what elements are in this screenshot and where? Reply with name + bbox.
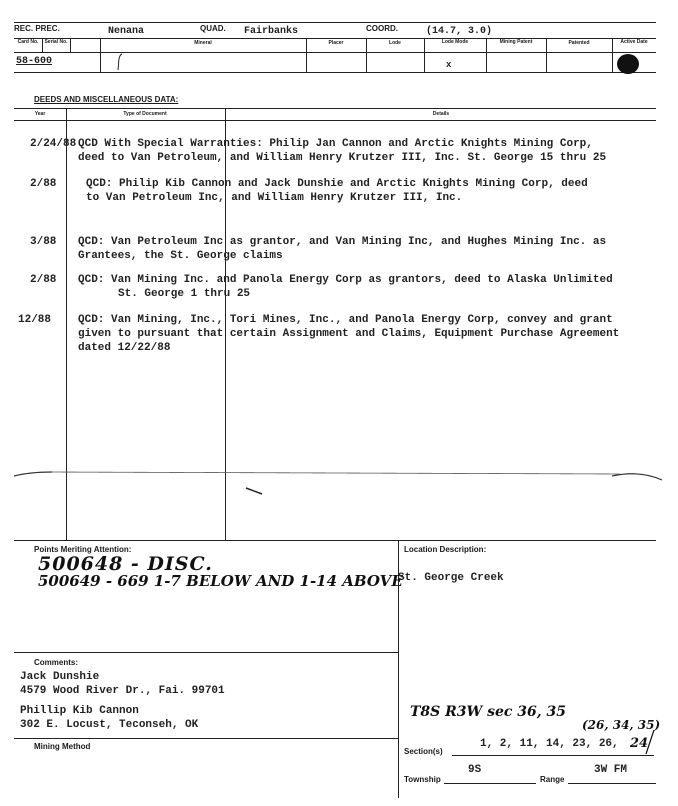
sections-bracket-mark [640, 728, 660, 758]
top-border [14, 22, 656, 23]
township-underline [444, 783, 536, 784]
entry-line: to Van Petroleum Inc, and William Henry Krutzer III, Inc. [86, 192, 463, 204]
comment-line: 4579 Wood River Dr., Fai. 99701 [20, 685, 225, 697]
comment-line: Jack Dunshie [20, 671, 100, 683]
stray-pen-marks [0, 460, 678, 500]
header-border [14, 38, 656, 39]
col-mineral: Mineral [194, 40, 212, 46]
comment-line: 302 E. Locust, Teconseh, OK [20, 719, 199, 731]
entry-year: 3/88 [30, 236, 57, 248]
township-value: 9S [468, 764, 482, 776]
mineral-pen-mark [110, 52, 130, 72]
deeds-header-border [14, 120, 656, 121]
deeds-col-type: Type of Document [123, 111, 167, 117]
points-handwriting-1: 500648 - DISC. [38, 553, 213, 575]
col-divider-2 [70, 38, 71, 52]
coord-value: (14.7, 3.0) [426, 26, 493, 37]
entry-line: QCD: Van Mining Inc. and Panola Energy Corp as grantors, deed to Alaska Unlimited [78, 274, 613, 286]
entry-line: deed to Van Petroleum, and William Henry Krutzer III, Inc. St. George 15 thru 25 [78, 152, 607, 164]
bottom-section-border [14, 540, 656, 541]
comments-border [14, 652, 398, 653]
entry-line: QCD: Philip Kib Cannon and Jack Dunshie and Arctic Knights Mining Corp, deed [86, 178, 588, 190]
col-patented: Patented [568, 40, 590, 46]
comment-line: Phillip Kib Cannon [20, 705, 139, 717]
entry-line: St. George 1 thru 25 [118, 288, 251, 300]
lode-mode-mark: x [446, 60, 452, 70]
entry-year: 2/88 [30, 178, 57, 190]
entry-line: dated 12/22/88 [78, 342, 171, 354]
entry-line: QCD With Special Warranties: Philip Jan Cannon and Arctic Knights Mining Corp, [78, 138, 593, 150]
sections-handwriting-end: 24 [630, 736, 649, 751]
mining-method-label: Mining Method [34, 742, 91, 751]
location-label: Location Description: [404, 545, 487, 554]
col-serial-no: Serial No. [44, 39, 68, 45]
range-underline [568, 783, 656, 784]
row-bottom-border [14, 72, 656, 73]
points-handwriting-2: 500649 - 669 1-7 BELOW AND 1-14 ABOVE [38, 572, 403, 590]
points-label: Points Meriting Attention: [34, 545, 132, 554]
quad-label: QUAD. [200, 24, 226, 33]
col-lode: Lode [389, 40, 401, 46]
coord-label: COORD. [366, 24, 398, 33]
sections-value: 1, 2, 11, 14, 23, 26, [480, 738, 619, 750]
range-value: 3W FM [594, 764, 628, 776]
entry-line: given to pursuant that certain Assignment and Claims, Equipment Purchase Agreement [78, 328, 620, 340]
range-label: Range [540, 775, 565, 784]
quad-value: Fairbanks [244, 26, 299, 37]
sections-label: Section(s) [404, 747, 443, 756]
col-active-date: Active Date [620, 39, 648, 45]
col-lode-mode: Lode Mode [441, 39, 469, 45]
rec-prec-label: REC. PREC. [14, 24, 60, 33]
ink-blot [612, 50, 642, 76]
sections-underline [452, 755, 654, 756]
entry-line: QCD: Van Petroleum Inc as grantor, and Van Mining Inc, and Hughes Mining Inc. as [78, 236, 607, 248]
deeds-col-details: Details [432, 111, 450, 117]
mining-method-border [14, 738, 398, 739]
sections-handwriting: (26, 34, 35) [582, 718, 661, 732]
entry-year: 2/88 [30, 274, 57, 286]
deeds-top-border [14, 108, 656, 109]
trs-handwriting: T8S R3W sec 36, 35 [410, 704, 567, 720]
entry-line: QCD: Van Mining, Inc., Tori Mines, Inc., and Panola Energy Corp, convey and grant [78, 314, 613, 326]
entry-year: 2/24/88 [30, 138, 77, 150]
card-number: 58-600 [16, 56, 53, 67]
entry-line: Grantees, the St. George claims [78, 250, 283, 262]
entry-year: 12/88 [18, 314, 52, 326]
col-mining-patent: Mining Patent [499, 39, 533, 45]
rec-prec-value: Nenana [108, 26, 145, 37]
comments-label: Comments: [34, 658, 79, 667]
col-card-no: Card No. [17, 39, 39, 45]
township-label: Township [404, 775, 441, 784]
location-value: St. George Creek [398, 572, 504, 584]
col-placer: Placer [328, 40, 344, 46]
deeds-col-year: Year [34, 111, 46, 117]
deeds-title: DEEDS AND MISCELLANEOUS DATA: [34, 95, 179, 104]
